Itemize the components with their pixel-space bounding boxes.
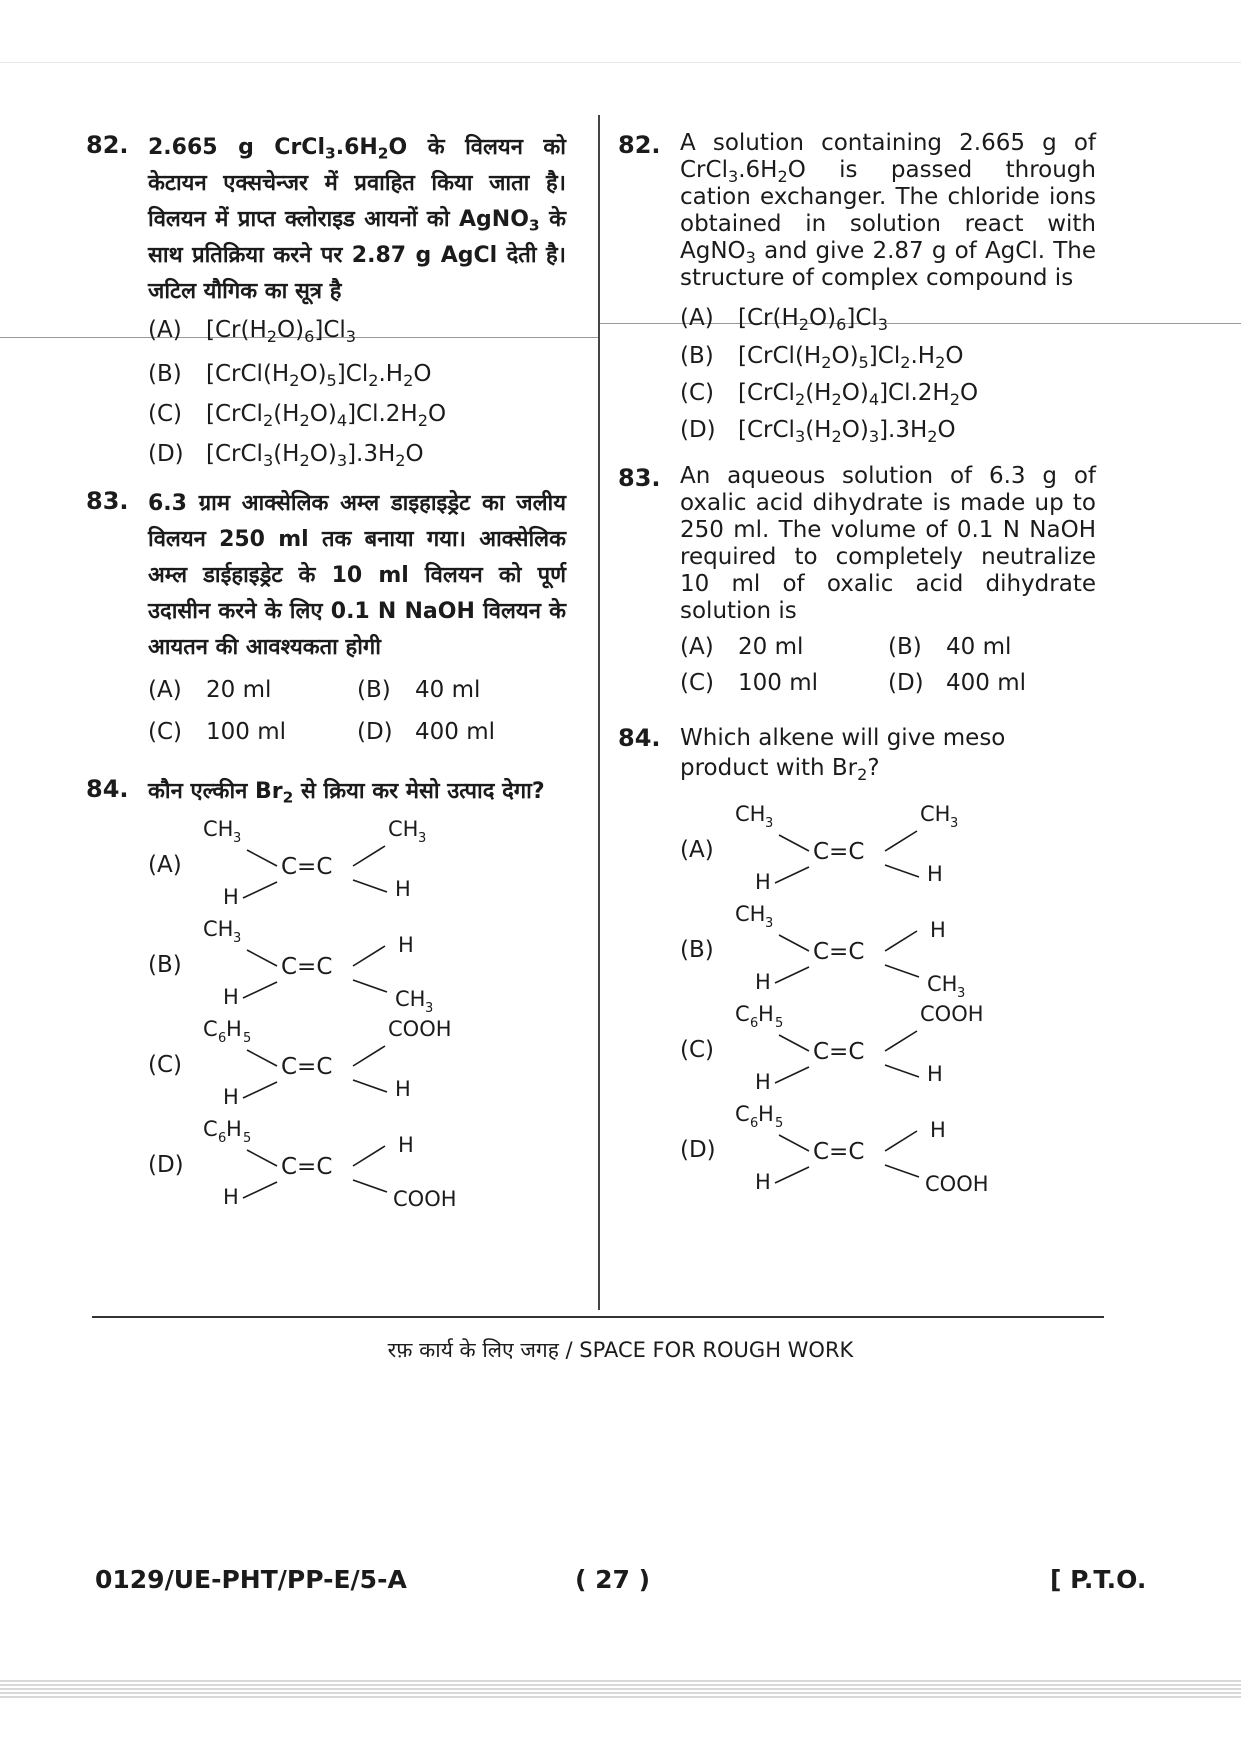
alkene-option-c[interactable] (680, 999, 1096, 1099)
question-number: 82. (86, 131, 129, 159)
bottom-scan-band (0, 1680, 1241, 1700)
bond-bottom-left (775, 967, 809, 983)
alkene-structure (735, 1099, 1015, 1199)
alkene-structure (203, 814, 483, 914)
option-a[interactable]: (A) $[Cr(H_2O)_6]Cl_3$ (148, 317, 357, 346)
bottom-left-group: H (223, 885, 239, 909)
option-label: (B) (148, 952, 182, 978)
bottom-right-subscript: 3 (957, 986, 966, 999)
bottom-rule (92, 1316, 1104, 1318)
bond-bottom-left (775, 1067, 809, 1083)
top-left-group-2: H (226, 1017, 242, 1041)
question-number: 82. (618, 131, 661, 159)
top-right-group: COOH (920, 1002, 984, 1026)
question-text: An aqueous solution of 6.3 g of oxalic acid dihydrate is made up to 250 ml. The volume of 0.1 N NaOH required to completely neutralize 10 ml of oxalic acid dihydrate solution is (680, 463, 1096, 624)
top-right-group: H (930, 918, 946, 942)
bottom-left-group: H (223, 985, 239, 1009)
top-left-group: C (735, 1002, 750, 1026)
pto-label: [ P.T.O. (1050, 1565, 1147, 1594)
bottom-left-group: H (223, 1085, 239, 1109)
double-bond-core: C=C (281, 854, 333, 880)
question-text: Which alkene will give meso product with $Br_2$? (680, 725, 1006, 784)
bottom-right-subscript: 3 (425, 1001, 434, 1014)
option-label: (C) (680, 1037, 715, 1063)
alkene-option-c[interactable] (148, 1014, 566, 1114)
bond-top-left (247, 850, 277, 866)
top-left-subscript-2: 5 (243, 1131, 252, 1146)
bond-bottom-left (243, 1182, 277, 1198)
double-bond-core: C=C (813, 1039, 865, 1065)
top-left-subscript-2: 5 (775, 1116, 784, 1131)
question-number: 83. (86, 487, 129, 515)
option-a[interactable]: (A) $[Cr(H_2O)_6]Cl_3$ (680, 305, 889, 334)
bond-bottom-right (353, 880, 387, 892)
bottom-right-group: H (927, 1062, 943, 1086)
bottom-right-group: H (395, 1077, 411, 1101)
question-number: 84. (86, 775, 129, 803)
option-c[interactable]: (C) $[CrCl_2(H_2O)_4]Cl.2H_2O$ (148, 401, 447, 430)
top-left-subscript: 3 (233, 931, 242, 946)
bond-top-left (779, 935, 809, 951)
bond-bottom-left (243, 1082, 277, 1098)
structure-options (680, 799, 1096, 1199)
options-row-1 (148, 676, 566, 718)
option-b[interactable]: (B) $[CrCl(H_2O)_5]Cl_2.H_2O$ (680, 343, 964, 372)
option-d[interactable]: (D) 400 ml (888, 670, 1027, 696)
question-82-hindi (86, 130, 566, 480)
top-right-group: CH (920, 802, 951, 826)
bond-bottom-right (885, 1065, 919, 1077)
alkene-option-a[interactable] (680, 799, 1096, 899)
option-label: (A) (680, 837, 714, 863)
top-right-group: H (398, 1133, 414, 1157)
top-left-subscript: 6 (218, 1031, 227, 1046)
bond-top-left (247, 1050, 277, 1066)
bond-bottom-right (353, 980, 387, 992)
bond-bottom-left (243, 982, 277, 998)
option-label: (D) (148, 1152, 184, 1178)
bond-top-right (353, 1046, 385, 1066)
alkene-option-b[interactable] (680, 899, 1096, 999)
top-left-subscript: 6 (218, 1131, 227, 1146)
bond-bottom-left (775, 867, 809, 883)
top-right-group: COOH (388, 1017, 452, 1041)
double-bond-core: C=C (813, 839, 865, 865)
bottom-right-group: CH (927, 972, 958, 996)
bond-top-right (885, 1131, 917, 1151)
option-label: (B) (680, 937, 714, 963)
alkene-structure (735, 999, 1015, 1099)
bottom-left-group: H (755, 1170, 771, 1194)
double-bond-core: C=C (281, 1154, 333, 1180)
bond-bottom-left (775, 1167, 809, 1183)
bond-top-right (885, 931, 917, 951)
top-left-group: C (203, 1017, 218, 1041)
bond-bottom-left (243, 882, 277, 898)
bottom-right-group: H (395, 877, 411, 901)
bottom-left-group: H (223, 1185, 239, 1209)
question-number: 84. (618, 724, 661, 752)
alkene-option-d[interactable] (680, 1099, 1096, 1199)
question-84-english (618, 723, 1096, 1199)
option-d[interactable]: (D) $[CrCl_3(H_2O)_3].3H_2O$ (148, 441, 424, 470)
option-label: (C) (148, 1052, 183, 1078)
top-right-group: CH (388, 817, 419, 841)
question-text: 2.665 g $CrCl_3.6H_2O$ के विलयन को केटायन एक्सचेन्जर में प्रवाहित किया जाता है। विलयन में प्राप्त क्लोराइड आयनों को AgNO$_3$ के साथ प्रतिक्रिया करने पर 2.87 g AgCl देती है। जटिल यौगिक का सूत्र है (148, 135, 567, 304)
option-a[interactable]: (A) 20 ml (680, 634, 804, 660)
alkene-option-d[interactable] (148, 1114, 566, 1214)
top-left-group: CH (203, 917, 234, 941)
question-82-english (618, 130, 1096, 453)
bottom-right-group: H (927, 862, 943, 886)
option-c[interactable]: (C) 100 ml (680, 670, 819, 696)
top-left-group: C (735, 1102, 750, 1126)
bond-top-left (247, 950, 277, 966)
alkene-structure (203, 914, 483, 1014)
top-left-subscript: 3 (233, 831, 242, 846)
top-left-subscript-2: 5 (243, 1031, 252, 1046)
options-row-1 (680, 633, 1096, 669)
top-left-group: CH (735, 902, 766, 926)
top-left-group: C (203, 1117, 218, 1141)
top-right-subscript: 3 (418, 831, 427, 846)
bond-bottom-right (353, 1180, 387, 1192)
top-left-subscript: 3 (765, 916, 774, 931)
question-text: A solution containing 2.665 g of $CrCl_3.6H_2O$ is passed through cation exchanger. The chloride ions obtained in solution react with AgNO$_3$ and give 2.87 g of AgCl. The structure of complex compound is (680, 130, 1096, 291)
top-right-group: H (398, 933, 414, 957)
double-bond-core: C=C (281, 954, 333, 980)
bond-top-right (353, 846, 385, 866)
alkene-structure (735, 899, 1015, 999)
top-left-group-2: H (226, 1117, 242, 1141)
question-83-english (618, 463, 1096, 705)
bond-top-right (885, 1031, 917, 1051)
bond-bottom-right (353, 1080, 387, 1092)
double-bond-core: C=C (813, 939, 865, 965)
paper-code: 0129/UE-PHT/PP-E/5-A (95, 1565, 407, 1594)
top-left-group-2: H (758, 1002, 774, 1026)
bond-top-left (779, 1035, 809, 1051)
alkene-structure (735, 799, 1015, 899)
bottom-right-group: COOH (925, 1172, 989, 1196)
top-left-group: CH (203, 817, 234, 841)
option-c[interactable]: (C) 100 ml (148, 719, 287, 745)
option-a[interactable]: (A) 20 ml (148, 677, 272, 703)
bond-top-right (353, 946, 385, 966)
top-left-subscript: 6 (750, 1116, 759, 1131)
top-left-group: CH (735, 802, 766, 826)
options-row-2 (148, 718, 566, 760)
option-label: (D) (680, 1137, 716, 1163)
top-left-subscript: 3 (765, 816, 774, 831)
option-c[interactable]: (C) $[CrCl_2(H_2O)_4]Cl.2H_2O$ (680, 380, 979, 409)
bottom-left-group: H (755, 870, 771, 894)
bond-top-right (353, 1146, 385, 1166)
top-right-subscript: 3 (950, 816, 959, 831)
option-b[interactable]: (B) 40 ml (357, 677, 481, 703)
rough-work-label: रफ़ कार्य के लिए जगह / SPACE FOR ROUGH WORK (387, 1338, 854, 1362)
bottom-left-group: H (755, 970, 771, 994)
bond-top-left (247, 1150, 277, 1166)
top-left-subscript-2: 5 (775, 1016, 784, 1031)
double-bond-core: C=C (281, 1054, 333, 1080)
bottom-left-group: H (755, 1070, 771, 1094)
options-row-2 (680, 669, 1096, 705)
option-b[interactable]: (B) 40 ml (888, 634, 1012, 660)
column-divider (598, 115, 600, 1310)
question-text: 6.3 ग्राम आक्सेलिक अम्ल डाइहाइड्रेट का जलीय विलयन 250 ml तक बनाया गया। आक्सेलिक अम्ल डाईहाइड्रेट के 10 ml विलयन को पूर्ण उदासीन करने के लिए 0.1 N NaOH विलयन के आयतन की आवश्यकता होगी (148, 491, 566, 660)
question-number: 83. (618, 464, 661, 492)
option-label: (A) (148, 852, 182, 878)
bond-bottom-right (885, 865, 919, 877)
structure-options (148, 814, 566, 1214)
option-b[interactable]: (B) $[CrCl(H_2O)_5]Cl_2.H_2O$ (148, 361, 432, 390)
hindi-column (86, 130, 566, 1214)
bottom-right-group: CH (395, 987, 426, 1011)
bond-top-left (779, 1135, 809, 1151)
question-84-hindi (86, 774, 566, 1214)
top-right-group: H (930, 1118, 946, 1142)
option-d[interactable]: (D) $[CrCl_3(H_2O)_3].3H_2O$ (680, 417, 956, 446)
page-number: ( 27 ) (575, 1565, 651, 1594)
bond-top-right (885, 831, 917, 851)
alkene-structure (203, 1114, 483, 1214)
top-left-group-2: H (758, 1102, 774, 1126)
alkene-option-a[interactable] (148, 814, 566, 914)
alkene-structure (203, 1014, 483, 1114)
english-column (618, 130, 1096, 1199)
bond-top-left (779, 835, 809, 851)
bond-bottom-right (885, 1165, 919, 1177)
top-left-subscript: 6 (750, 1016, 759, 1031)
bond-bottom-right (885, 965, 919, 977)
bottom-right-group: COOH (393, 1187, 457, 1211)
double-bond-core: C=C (813, 1139, 865, 1165)
option-d[interactable]: (D) 400 ml (357, 719, 496, 745)
question-text: कौन एल्कीन $Br_2$ से क्रिया कर मेसो उत्पाद देगा? (148, 779, 545, 807)
alkene-option-b[interactable] (148, 914, 566, 1014)
top-scan-line (0, 62, 1241, 63)
question-83-hindi (86, 486, 566, 760)
